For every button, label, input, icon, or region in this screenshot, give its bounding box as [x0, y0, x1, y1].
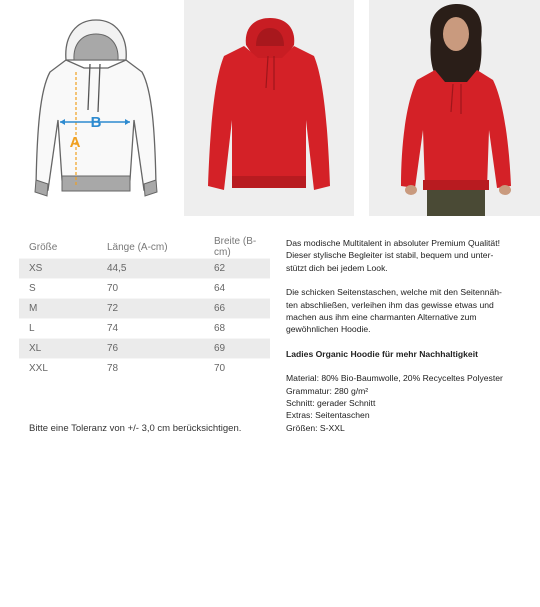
cell-length: 70 [97, 279, 204, 299]
desc-heading: Ladies Organic Hoodie für mehr Nachhaltigkeit [286, 348, 478, 359]
product-image-hoodie [184, 0, 354, 216]
cell-width: 66 [204, 299, 270, 319]
model-photo-illustration [369, 0, 540, 216]
desc-line: Dieser stylische Begleiter ist stabil, bequem und unter- [286, 250, 494, 261]
desc-line: Die schicken Seitenstaschen, welche mit den Seitennäh- [286, 287, 502, 298]
header-length: Länge (A-cm) [107, 241, 168, 253]
size-table [19, 236, 270, 378]
label-b: B [90, 114, 102, 131]
cell-width: 69 [204, 339, 270, 359]
cell-length: 44,5 [97, 259, 204, 279]
spec-cut: Schnitt: gerader Schnitt [286, 398, 376, 409]
table-row [19, 359, 270, 379]
table-row [19, 339, 270, 359]
desc-line: machen aus ihm eine charmanten Alternative zum [286, 312, 477, 323]
header-size: Größe [29, 241, 58, 253]
spec-weight: Grammatur: 280 g/m² [286, 385, 369, 396]
cell-size: XS [19, 259, 97, 279]
cell-width: 70 [204, 359, 270, 379]
desc-line: stützt dich bei jedem Look. [286, 262, 388, 273]
spec-extras: Extras: Seitentaschen [286, 410, 370, 421]
cell-size: M [19, 299, 97, 319]
cell-length: 72 [97, 299, 204, 319]
product-description [286, 237, 516, 434]
tolerance-note: Bitte eine Toleranz von +/- 3,0 cm berücksichtigen. [29, 423, 242, 434]
cell-length: 76 [97, 339, 204, 359]
header-width: Breite (B-cm) [214, 236, 257, 258]
cell-size: S [19, 279, 97, 299]
cell-size: XL [19, 339, 97, 359]
cell-size: XXL [19, 359, 97, 379]
table-row [19, 259, 270, 279]
size-table-header [19, 236, 270, 259]
red-hoodie-illustration [184, 0, 354, 216]
table-row [19, 279, 270, 299]
desc-line: ten abschließen, verleihen ihm das gewisse etwas und [286, 299, 494, 310]
desc-line: gewöhnlichen Hoodie. [286, 324, 371, 335]
table-row [19, 299, 270, 319]
spec-sizes: Größen: S-XXL [286, 422, 345, 433]
cell-length: 78 [97, 359, 204, 379]
cell-length: 74 [97, 319, 204, 339]
desc-line: Das modische Multitalent in absoluter Premium Qualität! [286, 238, 500, 248]
cell-width: 68 [204, 319, 270, 339]
table-row [19, 319, 270, 339]
size-diagram [0, 0, 176, 216]
cell-size: L [19, 319, 97, 339]
label-a: A [69, 134, 81, 151]
spec-material: Material: 80% Bio-Baumwolle, 20% Recyceltes Polyester [286, 373, 503, 384]
hoodie-outline-drawing [0, 0, 176, 216]
cell-width: 62 [204, 259, 270, 279]
product-image-model [369, 0, 540, 216]
cell-width: 64 [204, 279, 270, 299]
